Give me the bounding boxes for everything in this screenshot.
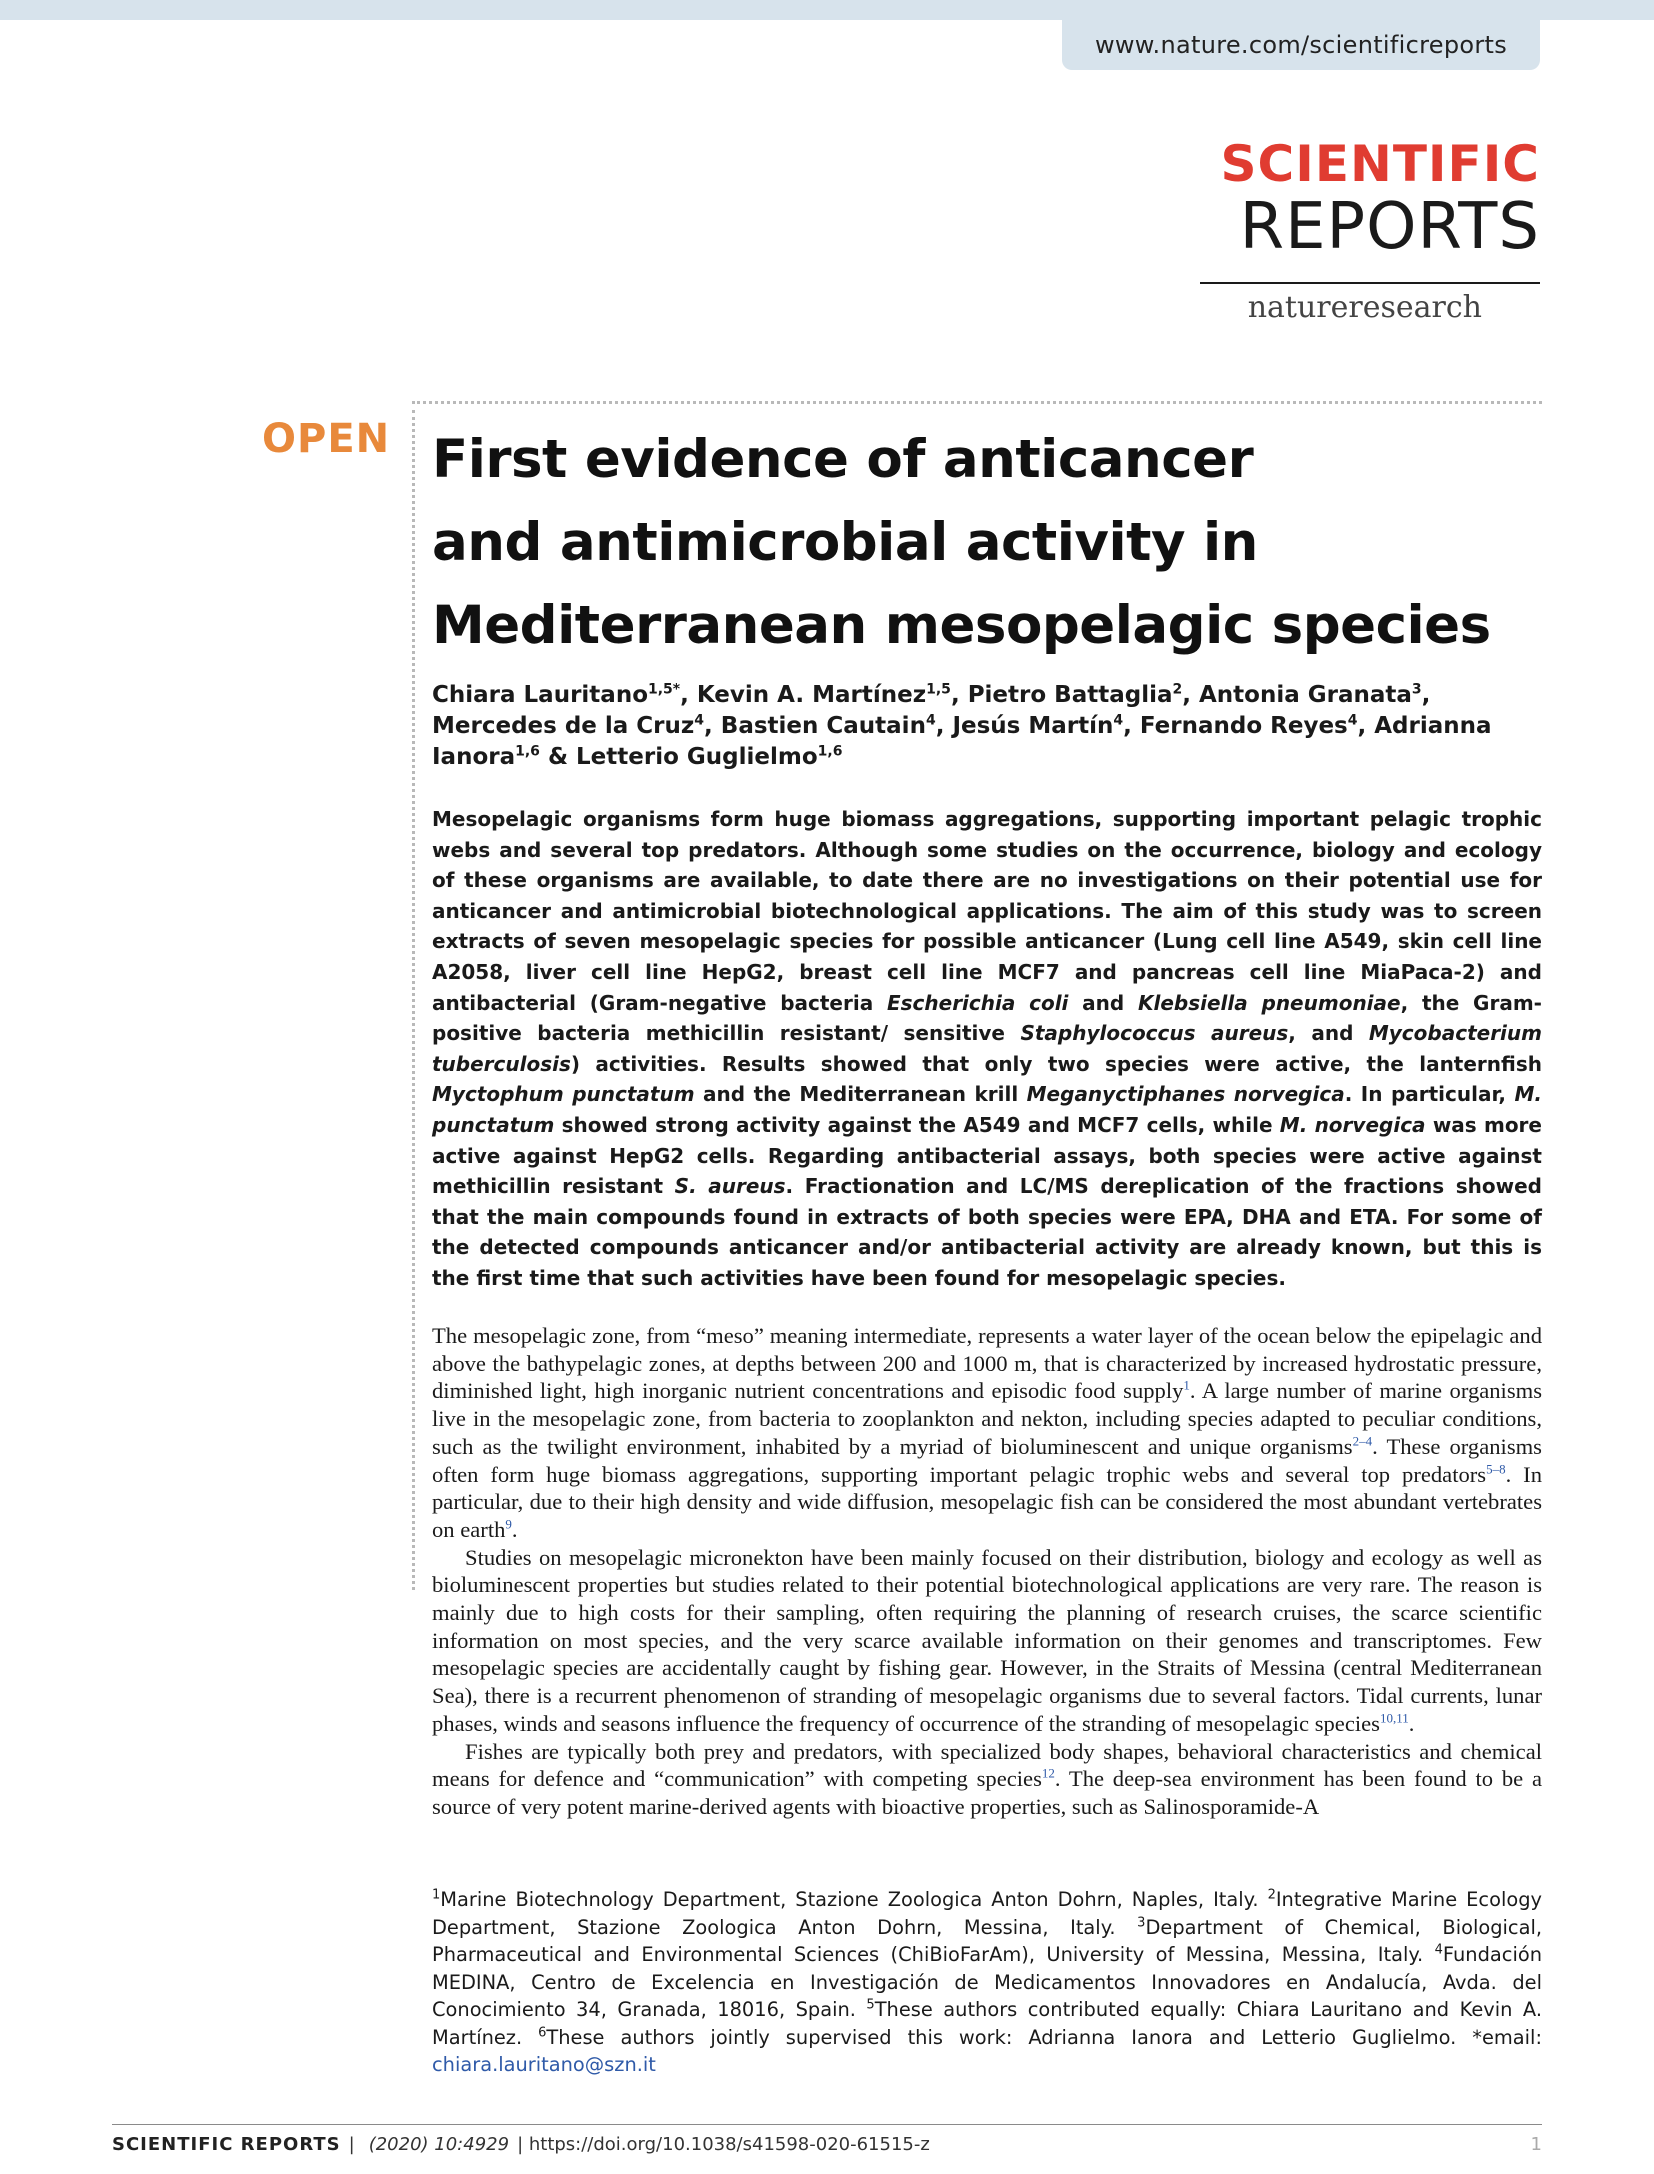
author-name: Pietro Battaglia — [967, 682, 1173, 708]
author-affiliation-ref: 1,5* — [648, 681, 681, 698]
reference-superscript: 1 — [1183, 1377, 1190, 1393]
author-name: Adrianna Ianora — [432, 713, 1492, 770]
journal-url[interactable]: www.nature.com/scientificreports — [1062, 20, 1540, 70]
body-paragraph: Fishes are typically both prey and predators, with specialized body shapes, behavioral characteristics and chemical means for defence and “communication” with competing species$^{12}$. The deep-sea environment has been found to be a source of very potent marine-derived agents with bioactive properties, such as Salinosporamide-A — [432, 1738, 1542, 1819]
italic-term: Myctophum punctatum — [432, 1082, 695, 1107]
author — [721, 713, 936, 739]
dotted-divider-top — [412, 401, 1542, 404]
author — [697, 682, 951, 708]
page-number: 1 — [1530, 2134, 1542, 2155]
body-paragraph: The mesopelagic zone, from “meso” meaning intermediate, represents a water layer of the ocean below the epipelagic and above the bathypelagic zones, at depths between 200 and 1000 m, that is characterized by increased hydrostatic pressure, diminished light, high inorganic nutrient concentrations and episodic food supply$^1$. A large number of marine organisms live in the mesopelagic zone, from bacteria to zooplankton and nekton, including species adapted to peculiar conditions, such as the twilight environment, inhabited by a myriad of bioluminescent and unique organisms$^{2-4}$. These organisms often form huge biomass aggregations, supporting important pelagic trophic webs and several top predators$^{5-8}$. In particular, due to their high density and wide diffusion, mesopelagic fish can be considered the most abundant vertebrates on earth$^9$. — [432, 1323, 1542, 1542]
italic-term: Mycobacterium tuberculosis — [432, 1021, 1542, 1076]
author — [952, 713, 1123, 739]
italic-term: Klebsiella pneumoniae — [1137, 990, 1401, 1015]
reference-superscript: 2 — [1267, 1887, 1276, 1903]
abstract: Mesopelagic organisms form huge biomass aggregations, supporting important pelagic trophic webs and several top predators. Although some studies on the occurrence, biology and ecology of these organisms are available, to date there are no investigations on their potential use for anticancer and antimicrobial biotechnological applications. The aim of this study was to screen extracts of seven mesopelagic species for possible anticancer (Lung cell line A549, skin cell line A2058, liver cell line HepG2, breast cell line MCF7 and pancreas cell line MiaPaca-2) and antibacterial (Gram-negative bacteria Escherichia coli and Klebsiella pneumoniae, the Gram-positive bacteria methicillin resistant/ sensitive Staphylococcus aureus, and Mycobacterium tuberculosis) activities. Results showed that only two species were active, the lanternfish Myctophum punctatum and the Mediterranean krill Meganyctiphanes norvegica. In particular, M. punctatum showed strong activity against the A549 and MCF7 cells, while M. norvegica was more active against HepG2 cells. Regarding antibacterial assays, both species were active against methicillin resistant S. aureus. Fractionation and LC/MS dereplication of the fractions showed that the main compounds found in extracts of both species were EPA, DHA and ETA. For some of the detected compounds anticancer and/or antibacterial activity are already known, but this is the first time that such activities have been found for mesopelagic species. — [432, 807, 1542, 1290]
italic-term: Staphylococcus aureus — [1020, 1021, 1289, 1046]
author-name: Fernando Reyes — [1139, 713, 1348, 739]
author-name: Bastien Cautain — [720, 713, 926, 739]
italic-term: M. punctatum — [432, 1082, 1542, 1137]
reference-superscript: 4 — [1434, 1942, 1443, 1958]
email-link[interactable]: chiara.lauritano@szn.it — [432, 2053, 656, 2076]
author-list: Chiara Lauritano$^{1,5*}$, Kevin A. Martínez$^{1,5}$, Pietro Battaglia$^2$, Antonia Granata$^3$, Mercedes de la Cruz$^4$, Bastien Cautain$^4$, Jesús Martín$^4$, Fernando Reyes$^4$, Adrianna Ianora$^{1,6}$ & Letterio Guglielmo$^{1,6}$ — [432, 681, 1492, 770]
author-affiliation-ref: 4 — [1347, 712, 1358, 729]
author-name: Antonia Granata — [1199, 682, 1412, 708]
italic-term: S. aureus — [674, 1174, 786, 1199]
reference-superscript: 10,11 — [1379, 1710, 1409, 1726]
footer-citation: (2020) 10:4929 — [368, 2134, 510, 2155]
author-affiliation-ref: 2 — [1172, 681, 1183, 698]
author-affiliation-ref: 4 — [925, 712, 936, 729]
author-affiliation-ref: 4 — [694, 712, 705, 729]
article-body — [432, 1322, 1542, 1821]
body-paragraph: Studies on mesopelagic micronekton have been mainly focused on their distribution, biology and ecology as well as bioluminescent properties but studies related to their potential biotechnological applications are very rare. The reason is mainly due to high costs for their sampling, often requiring the planning of research cruises, the scarce scientific information on most species, and the very scarce available information on their genomes and transcriptomes. Few mesopelagic species are accidentally caught by fishing gear. However, in the Straits of Messina (central Mediterranean Sea), there is a recurrent phenomenon of stranding of mesopelagic organisms due to several factors. Tidal currents, lunar phases, winds and seasons influence the frequency of occurrence of the stranding of mesopelagic species$^{10,11}$. — [432, 1544, 1542, 1736]
author — [432, 713, 704, 739]
reference-superscript: 5 — [866, 1997, 875, 2013]
author-affiliation-ref: 3 — [1411, 681, 1422, 698]
author-name: Chiara Lauritano — [432, 682, 648, 708]
italic-term: Escherichia coli — [886, 990, 1069, 1015]
author-affiliation-ref: 4 — [1113, 712, 1124, 729]
author — [1140, 713, 1358, 739]
reference-superscript: 6 — [538, 2025, 547, 2041]
footer-doi[interactable]: | https://doi.org/10.1038/s41598-020-61515-z — [517, 2134, 930, 2155]
publisher-logo: natureresearch — [1247, 290, 1482, 325]
italic-term: Meganyctiphanes norvegica — [1026, 1082, 1345, 1107]
author-affiliation-ref: 1,5 — [926, 681, 951, 698]
reference-superscript: 1 — [432, 1887, 441, 1903]
author-name: Jesús Martín — [952, 713, 1114, 739]
italic-term: M. norvegica — [1279, 1112, 1426, 1137]
footer-separator: | — [348, 2134, 355, 2155]
affiliations: $^1$Marine Biotechnology Department, Stazione Zoologica Anton Dohrn, Naples, Italy. $^2$Integrative Marine Ecology Department, Stazione Zoologica Anton Dohrn, Messina, Italy. $^3$Department of Chemical, Biological, Pharmaceutical and Environmental Sciences (ChiBioFarAm), University of Messina, Messina, Italy. $^4$Fundación MEDINA, Centro de Excelencia en Investigación de Medicamentos Innovadores en Andalucía, Avda. del Conocimiento 34, Granada, 18016, Spain. $^5$These authors contributed equally: Chiara Lauritano and Kevin A. Martínez. $^6$These authors jointly supervised this work: Adrianna Ianora and Letterio Guglielmo. *email: chiara.lauritano@szn.it — [432, 1887, 1542, 2076]
author — [968, 682, 1183, 708]
author — [576, 744, 842, 770]
reference-superscript: 2–4 — [1352, 1433, 1373, 1449]
top-band — [0, 0, 1654, 20]
author-affiliation-ref: 1,6 — [515, 743, 540, 760]
author — [432, 682, 680, 708]
journal-logo-line2: REPORTS — [1239, 190, 1540, 264]
footer-divider — [112, 2124, 1542, 2125]
author-name: Letterio Guglielmo — [576, 744, 818, 770]
footer-journal: SCIENTIFIC REPORTS — [112, 2134, 341, 2155]
author — [1199, 682, 1422, 708]
reference-superscript: 12 — [1041, 1765, 1055, 1781]
open-access-label: OPEN — [262, 416, 391, 462]
page-footer — [112, 2134, 1542, 2155]
logo-divider — [1200, 282, 1540, 284]
author-name: Kevin A. Martínez — [696, 682, 927, 708]
reference-superscript: 5–8 — [1486, 1460, 1506, 1476]
author-name: Mercedes de la Cruz — [432, 713, 695, 739]
reference-superscript: 3 — [1137, 1915, 1146, 1931]
author-affiliation-ref: 1,6 — [817, 743, 843, 760]
article-title: First evidence of anticancer and antimicrobial activity in Mediterranean mesopelagic species — [432, 429, 1491, 656]
reference-superscript: 9 — [505, 1516, 512, 1532]
journal-logo-line1: SCIENTIFIC — [1220, 135, 1540, 193]
dotted-divider-left — [412, 410, 415, 1590]
